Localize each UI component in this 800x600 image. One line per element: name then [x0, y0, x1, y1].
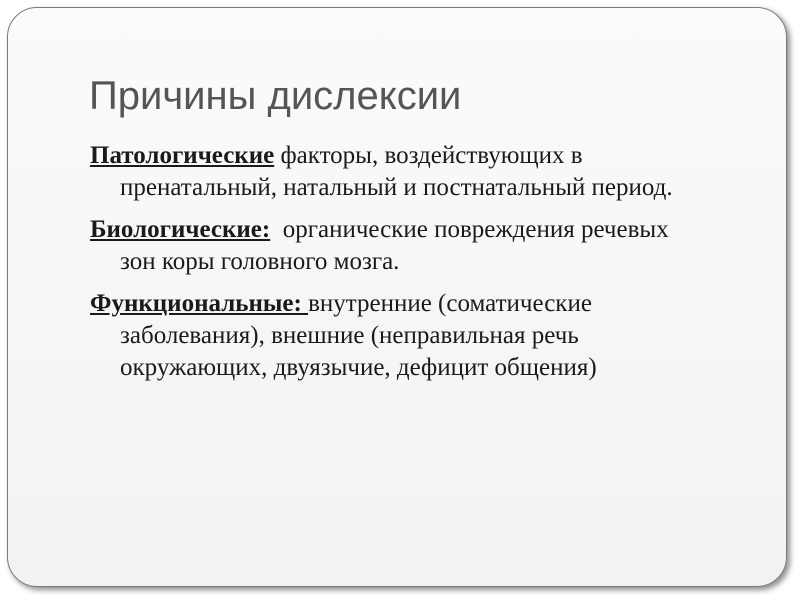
term-biological: Биологические: — [90, 216, 271, 243]
cause-item-functional — [90, 288, 690, 384]
cause-item-pathological — [90, 140, 690, 204]
term-pathological: Патологические — [90, 142, 275, 169]
description-pathological: факторы, воздействующих в пренатальный, натальный и постнатальный период. — [120, 142, 673, 201]
slide — [7, 7, 787, 587]
description-functional: внутренние (соматические заболевания), внешние (неправильная речь окружающих, двуязычие, дефицит общения) — [120, 290, 597, 381]
cause-item-biological — [90, 214, 690, 278]
slide-title: Причины дислексии — [89, 74, 462, 118]
description-biological: органические повреждения речевых зон коры головного мозга. — [120, 216, 675, 275]
term-functional: Функциональные: — [90, 290, 309, 317]
slide-content — [90, 140, 690, 394]
